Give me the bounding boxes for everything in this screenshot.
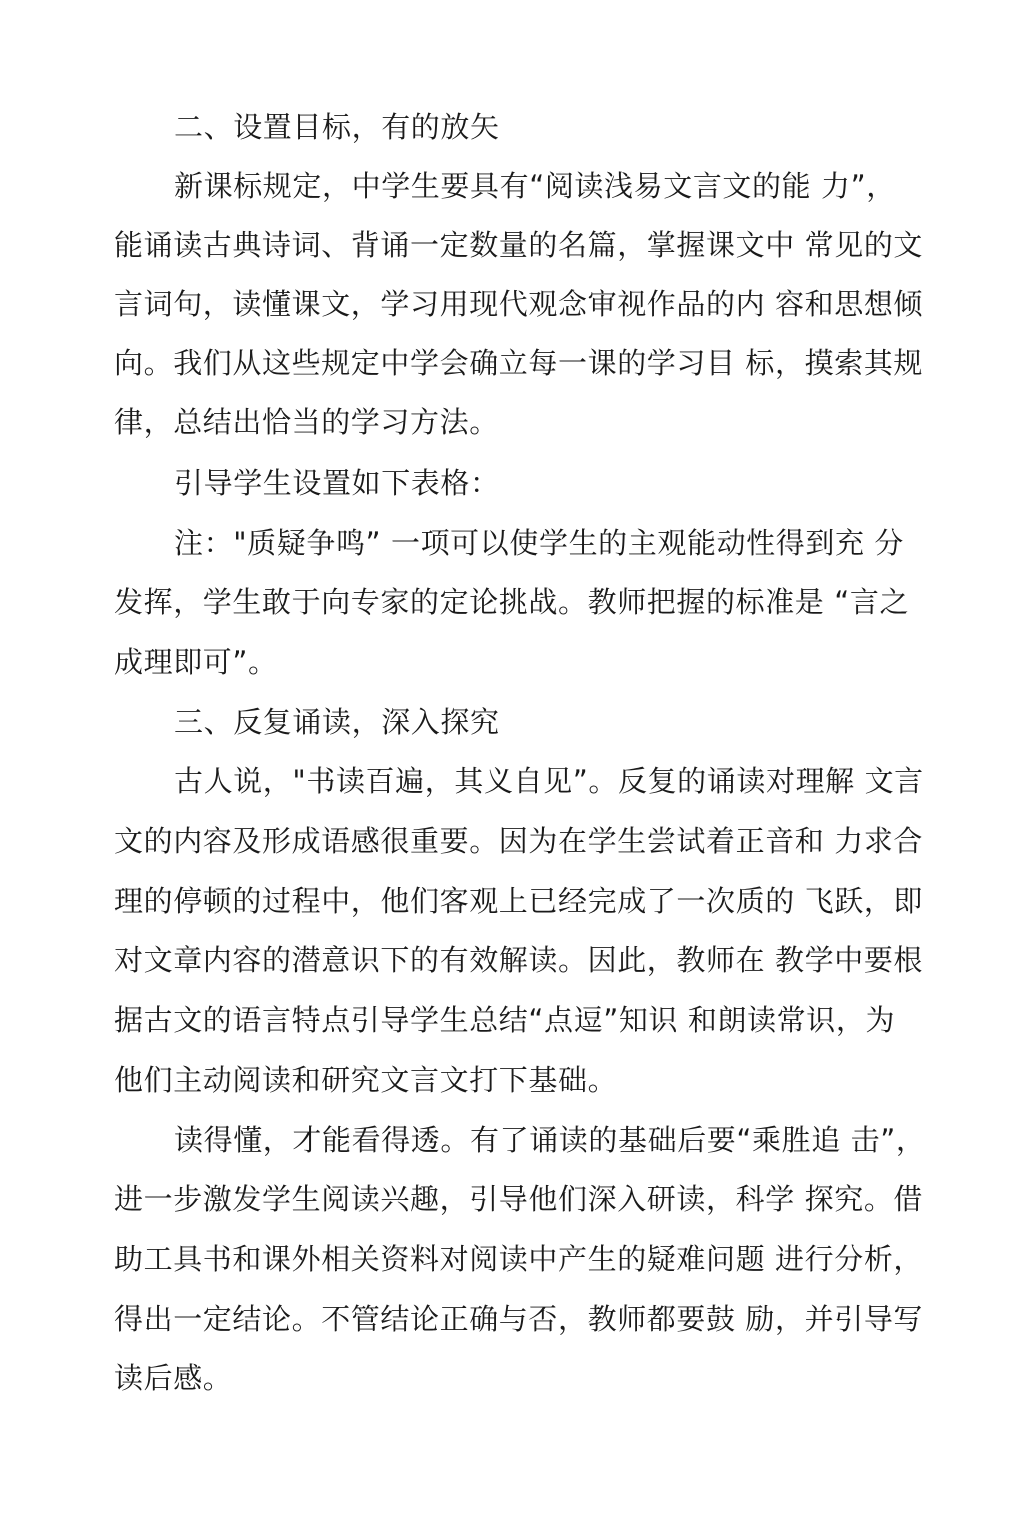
text-line: 对文章内容的潜意识下的有效解读。因此，教师在 教学中要根 bbox=[114, 943, 924, 977]
text-line: 引导学生设置如下表格： bbox=[174, 466, 500, 500]
text-line: 得出一定结论。不管结论正确与否，教师都要鼓 励，并引导写 bbox=[114, 1302, 924, 1336]
text-line: 发挥，学生敢于向专家的定论挑战。教师把握的标准是 “言之 bbox=[114, 585, 910, 619]
text-line: 向。我们从这些规定中学会确立每一课的学习目 标，摸索其规 bbox=[114, 346, 924, 380]
text-line: 律，总结出恰当的学习方法。 bbox=[114, 405, 499, 439]
text-line: 理的停顿的过程中，他们客观上已经完成了一次质的 飞跃，即 bbox=[114, 884, 924, 918]
text-line: 读后感。 bbox=[114, 1361, 233, 1395]
text-line: 成理即可”。 bbox=[114, 645, 278, 679]
text-line: 助工具书和课外相关资料对阅读中产生的疑难问题 进行分析， bbox=[114, 1242, 924, 1276]
text-line: 言词句，读懂课文，学习用现代观念审视作品的内 容和思想倾 bbox=[114, 287, 924, 321]
section-heading-2: 二、设置目标，有的放矢 bbox=[174, 110, 500, 144]
text-line: 他们主动阅读和研究文言文打下基础。 bbox=[114, 1063, 618, 1097]
text-line: 文的内容及形成语感很重要。因为在学生尝试着正音和 力求合 bbox=[114, 824, 924, 858]
text-line: 新课标规定，中学生要具有“阅读浅易文言文的能 力”， bbox=[174, 169, 896, 203]
text-line: 进一步激发学生阅读兴趣，引导他们深入研读，科学 探究。借 bbox=[114, 1182, 924, 1216]
text-line: 能诵读古典诗词、背诵一定数量的名篇，掌握课文中 常见的文 bbox=[114, 228, 924, 262]
text-line: 读得懂，才能看得透。有了诵读的基础后要“乘胜追 击”， bbox=[174, 1123, 926, 1157]
text-line: 古人说，"书读百遍，其义自见”。反复的诵读对理解 文言 bbox=[174, 764, 924, 798]
text-line: 据古文的语言特点引导学生总结“点逗”知识 和朗读常识，为 bbox=[114, 1003, 896, 1037]
section-heading-3: 三、反复诵读，深入探究 bbox=[174, 705, 500, 739]
text-line: 注："质疑争鸣” 一项可以使学生的主观能动性得到充 分 bbox=[174, 526, 905, 560]
